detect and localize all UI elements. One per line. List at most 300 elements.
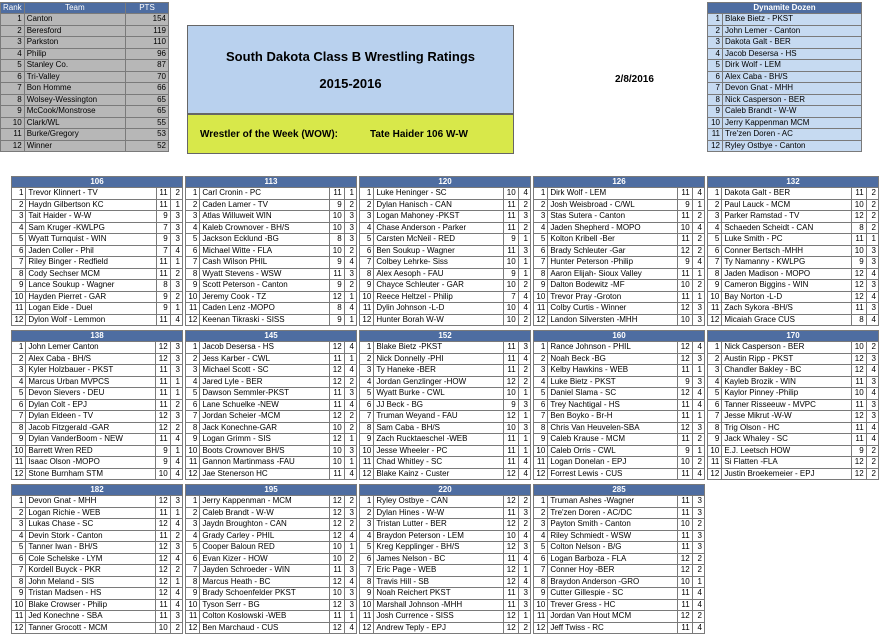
wrestler-grade: 11 — [678, 496, 692, 508]
wrestler-grade: 11 — [678, 599, 692, 611]
wrestler-name: Austin Ripp - PKST — [722, 353, 852, 365]
wrestler-rank: 3 — [12, 365, 26, 377]
wrestler-grade: 11 — [678, 211, 692, 223]
wrestler-name: Trevor Pray -Groton — [548, 291, 678, 303]
wrestler-grade: 12 — [852, 411, 866, 423]
wrestler-row — [708, 342, 879, 354]
wrestler-name: Nick Casperson - BER — [722, 342, 852, 354]
wrestler-name: Jed Konechne - SBA — [26, 611, 156, 623]
wrestler-rank: 3 — [534, 365, 548, 377]
wrestler-name: Scott Peterson - Canton — [200, 280, 330, 292]
wrestler-rank: 2 — [12, 199, 26, 211]
wrestler-row — [12, 411, 183, 423]
wrestler-region: 3 — [170, 411, 182, 423]
wrestler-rank: 2 — [534, 507, 548, 519]
wrestler-rank: 1 — [708, 188, 722, 200]
wrestler-region: 2 — [170, 291, 182, 303]
dozen-rank: 3 — [708, 37, 723, 49]
wrestler-row — [186, 222, 357, 234]
team-rankings-table — [0, 2, 169, 152]
wrestler-grade: 12 — [678, 388, 692, 400]
wrestler-grade: 10 — [156, 622, 170, 634]
wrestler-name: Colby Curtis - Winner — [548, 303, 678, 315]
weight-class-106-table — [11, 176, 183, 326]
wrestler-name: Brady Schoenfelder PKST — [200, 588, 330, 600]
wrestler-row — [360, 211, 531, 223]
wrestler-region: 2 — [344, 553, 356, 565]
wrestler-rank: 4 — [12, 376, 26, 388]
wrestler-region: 4 — [170, 588, 182, 600]
wrestler-grade: 12 — [852, 353, 866, 365]
wrestler-grade: 11 — [156, 257, 170, 269]
wrestler-grade: 12 — [852, 280, 866, 292]
weight-class-220-table — [359, 484, 531, 634]
wrestler-grade: 9 — [852, 445, 866, 457]
wrestler-grade: 12 — [156, 353, 170, 365]
wrestler-rank: 6 — [708, 399, 722, 411]
wrestler-rank: 8 — [12, 576, 26, 588]
wrestler-row — [186, 507, 357, 519]
wrestler-rank: 2 — [12, 353, 26, 365]
wrestler-name: Dylan Eldeen - TV — [26, 411, 156, 423]
wrestler-name: Logan Grimm - SIS — [200, 434, 330, 446]
wrestler-grade: 12 — [504, 376, 518, 388]
wrestler-name: Kelby Hawkins - WEB — [548, 365, 678, 377]
wrestler-name: Josh Currence - SISS — [374, 611, 504, 623]
wrestler-name: Gannon Martinmass -FAU — [200, 457, 330, 469]
wrestler-region: 3 — [344, 565, 356, 577]
ratings-date: 2/8/2016 — [615, 74, 654, 85]
team-row — [1, 129, 169, 141]
wrestler-region: 1 — [344, 611, 356, 623]
team-row — [1, 14, 169, 26]
wrestler-row — [708, 314, 879, 326]
wrestler-grade: 7 — [504, 291, 518, 303]
wrestler-region: 1 — [170, 576, 182, 588]
wrestler-name: Marcus Heath - BC — [200, 576, 330, 588]
wrestler-grade: 10 — [330, 553, 344, 565]
wrestler-rank: 9 — [12, 588, 26, 600]
weight-class-header: 145 — [186, 331, 357, 342]
wrestler-name: Logan Mahoney -PKST — [374, 211, 504, 223]
wrestler-region: 4 — [692, 622, 704, 634]
wrestler-rank: 2 — [534, 199, 548, 211]
wrestler-grade: 11 — [852, 234, 866, 246]
wrestler-grade: 11 — [504, 353, 518, 365]
wrestler-region: 4 — [170, 468, 182, 480]
wrestler-row — [708, 199, 879, 211]
wrestler-grade: 12 — [330, 376, 344, 388]
wrestler-row — [534, 303, 705, 315]
wrestler-region: 4 — [866, 291, 878, 303]
wrestler-region: 4 — [518, 553, 530, 565]
wrestler-name: Devon Gnat - MHH — [26, 496, 156, 508]
wrestler-grade: 12 — [330, 434, 344, 446]
wrestler-grade: 11 — [156, 388, 170, 400]
wrestler-rank: 10 — [12, 445, 26, 457]
wrestler-rank: 6 — [360, 245, 374, 257]
wrestler-row — [12, 291, 183, 303]
wrestler-name: Ryley Ostbye - CAN — [374, 496, 504, 508]
wrestler-row — [360, 291, 531, 303]
wrestler-region: 1 — [866, 234, 878, 246]
wrestler-rank: 7 — [360, 257, 374, 269]
wrestler-name: Atlas Willuweit WIN — [200, 211, 330, 223]
wrestler-region: 4 — [518, 576, 530, 588]
wrestler-row — [186, 268, 357, 280]
wrestler-name: Dylan VanderBoom - NEW — [26, 434, 156, 446]
wrestler-rank: 3 — [534, 519, 548, 531]
weight-class-header: 152 — [360, 331, 531, 342]
wrestler-region: 4 — [518, 468, 530, 480]
wrestler-name: Travis Hill - SB — [374, 576, 504, 588]
team-name: Parkston — [24, 37, 125, 49]
wrestler-row — [360, 280, 531, 292]
wrestler-name: Caleb Brandt - W-W — [200, 507, 330, 519]
weight-class-113-table — [185, 176, 357, 326]
wrestler-row — [360, 388, 531, 400]
wrestler-region: 3 — [692, 303, 704, 315]
wrestler-rank: 10 — [534, 445, 548, 457]
wrestler-row — [708, 411, 879, 423]
dozen-rank: 6 — [708, 71, 723, 83]
wrestler-rank: 8 — [708, 268, 722, 280]
wrestler-region: 1 — [170, 445, 182, 457]
wrestler-rank: 1 — [360, 342, 374, 354]
wrestler-region: 4 — [692, 257, 704, 269]
wrestler-rank: 11 — [534, 303, 548, 315]
wrestler-name: Trig Olson - HC — [722, 422, 852, 434]
wrestler-rank: 10 — [360, 599, 374, 611]
team-row — [1, 83, 169, 95]
wrestler-name: Jack Whaley - SC — [722, 434, 852, 446]
wrestler-region: 1 — [344, 434, 356, 446]
wrestler-name: Kayleb Brozik - WIN — [722, 376, 852, 388]
wrestler-rank: 6 — [186, 553, 200, 565]
wrestler-rank: 7 — [360, 565, 374, 577]
wrestler-name: Dirk Wolf - LEM — [548, 188, 678, 200]
wrestler-row — [186, 576, 357, 588]
dozen-row — [708, 14, 862, 26]
wrestler-name: Lance Soukup - Wagner — [26, 280, 157, 292]
wrestler-row — [186, 519, 357, 531]
wrestler-row — [534, 588, 705, 600]
wrestler-name: Jack Konechne-GAR — [200, 422, 330, 434]
wrestler-region: 1 — [518, 434, 530, 446]
wrestler-rank: 2 — [186, 353, 200, 365]
wrestler-region: 2 — [692, 211, 704, 223]
wrestler-row — [360, 457, 531, 469]
wrestler-grade: 11 — [156, 507, 170, 519]
wrestler-row — [186, 388, 357, 400]
wrestler-rank: 4 — [186, 530, 200, 542]
wrestler-row — [186, 542, 357, 554]
team-row — [1, 25, 169, 37]
wrestler-rank: 11 — [186, 457, 200, 469]
wrestler-row — [12, 303, 183, 315]
wrestler-grade: 12 — [504, 622, 518, 634]
wrestler-rank: 8 — [534, 268, 548, 280]
wrestler-grade: 11 — [156, 399, 170, 411]
wrestler-grade: 10 — [504, 257, 518, 269]
wrestler-name: Dalton Bodewitz -MF — [548, 280, 678, 292]
wrestler-name: Ben Boyko - Br-H — [548, 411, 678, 423]
wrestler-rank: 5 — [360, 542, 374, 554]
wrestler-row — [708, 422, 879, 434]
wrestler-rank: 7 — [708, 411, 722, 423]
weight-class-header: 195 — [186, 485, 357, 496]
wrestler-row — [534, 257, 705, 269]
wrestler-region: 3 — [344, 388, 356, 400]
wrestler-name: Paul Lauck - MCM — [722, 199, 852, 211]
wrestler-rank: 7 — [534, 565, 548, 577]
wrestler-grade: 11 — [156, 365, 170, 377]
wrestler-grade: 9 — [330, 199, 344, 211]
dozen-row — [708, 117, 862, 129]
wrestler-region: 2 — [344, 199, 356, 211]
wrestler-grade: 12 — [156, 496, 170, 508]
wrestler-rank: 3 — [360, 211, 374, 223]
wrestler-name: Jae Stenerson HC — [200, 468, 330, 480]
wrestler-grade: 12 — [852, 291, 866, 303]
dozen-rank: 1 — [708, 14, 723, 26]
wrestler-region: 3 — [344, 445, 356, 457]
team-name: Philip — [24, 48, 125, 60]
wrestler-name: Kolton Kribell -Ber — [548, 234, 678, 246]
wrestler-row — [360, 303, 531, 315]
wrestler-grade: 9 — [156, 291, 170, 303]
wrestler-row — [534, 576, 705, 588]
wrestler-name: Devin Stork - Canton — [26, 530, 156, 542]
wrestler-row — [534, 411, 705, 423]
wrestler-grade: 10 — [678, 519, 692, 531]
wrestler-name: Stas Sutera - Canton — [548, 211, 678, 223]
wrestler-name: Jacob Desersa - HS — [200, 342, 330, 354]
wrestler-name: Jaydn Broughton - CAN — [200, 519, 330, 531]
weight-class-195-table — [185, 484, 357, 634]
team-points: 53 — [126, 129, 169, 141]
wrestler-name: Tre'zen Doren - AC/DC — [548, 507, 678, 519]
wrestler-name: Sam Caba - BH/S — [374, 422, 504, 434]
wrestler-rank: 6 — [360, 399, 374, 411]
wrestler-name: Luke Smith - PC — [722, 234, 852, 246]
wrestler-region: 1 — [518, 445, 530, 457]
wrestler-name: Kaleb Crownover - BH/S — [200, 222, 330, 234]
wrestler-row — [186, 234, 357, 246]
wrestler-grade: 9 — [330, 257, 344, 269]
wrestler-grade: 11 — [504, 342, 518, 354]
wrestler-region: 3 — [692, 530, 704, 542]
wrestler-region: 3 — [692, 314, 704, 326]
wrestler-name: Hayden Pierret - GAR — [26, 291, 157, 303]
wrestler-name: Logan Richie - WEB — [26, 507, 156, 519]
wrestler-row — [360, 222, 531, 234]
wrestler-name: Wyatt Burke - CWL — [374, 388, 504, 400]
wrestler-row — [186, 457, 357, 469]
wrestler-region: 4 — [344, 303, 356, 315]
wrestler-rank: 11 — [360, 303, 374, 315]
wrestler-rank: 12 — [534, 622, 548, 634]
wrestler-row — [534, 268, 705, 280]
wrestler-name: Dylon Wolf - Lemmon — [26, 314, 157, 326]
weight-class-header: 106 — [12, 177, 183, 188]
wrestler-region: 3 — [866, 411, 878, 423]
wrestler-name: Ben Soukup - Wagner — [374, 245, 504, 257]
wrestler-name: Tanner Iwan - BH/S — [26, 542, 156, 554]
wrestler-grade: 11 — [678, 188, 692, 200]
wrestler-name: Colbey Lehrke- Siss — [374, 257, 504, 269]
wrestler-row — [360, 599, 531, 611]
wrestler-rank: 7 — [12, 565, 26, 577]
wrestler-rank: 3 — [12, 211, 26, 223]
wrestler-grade: 10 — [330, 422, 344, 434]
wrestler-region: 3 — [170, 222, 182, 234]
wrestler-region: 2 — [344, 411, 356, 423]
wrestler-grade: 8 — [330, 303, 344, 315]
team-name: Burke/Gregory — [24, 129, 125, 141]
wrestler-region: 4 — [866, 422, 878, 434]
wrestler-region: 2 — [692, 434, 704, 446]
dozen-wrestler: Alex Caba - BH/S — [723, 71, 862, 83]
team-points: 119 — [126, 25, 169, 37]
wrestler-name: Jaden Shepherd - MOPO — [548, 222, 678, 234]
wrestler-rank: 1 — [534, 188, 548, 200]
wrestler-region: 1 — [518, 565, 530, 577]
wrestler-rank: 12 — [360, 622, 374, 634]
wrestler-name: Zach Sykora -BH/S — [722, 303, 852, 315]
wrestler-rank: 7 — [186, 257, 200, 269]
wrestler-row — [186, 434, 357, 446]
wrestler-grade: 11 — [504, 199, 518, 211]
wrestler-rank: 8 — [534, 576, 548, 588]
wrestler-region: 3 — [170, 280, 182, 292]
wrestler-grade: 11 — [330, 188, 344, 200]
wrestler-name: Stone Burnham STM — [26, 468, 156, 480]
wrestler-rank: 4 — [534, 530, 548, 542]
wrestler-name: Caden Lenz -MOPO — [200, 303, 330, 315]
wrestler-region: 3 — [518, 542, 530, 554]
wrestler-grade: 12 — [678, 303, 692, 315]
wrestler-rank: 11 — [708, 303, 722, 315]
team-points: 65 — [126, 94, 169, 106]
wrestler-rank: 8 — [360, 422, 374, 434]
wrestler-region: 2 — [518, 496, 530, 508]
wrestler-name: E.J. Leetsch HOW — [722, 445, 852, 457]
wrestler-grade: 10 — [678, 576, 692, 588]
wrestler-region: 4 — [866, 388, 878, 400]
wrestler-name: Schaeden Scheidt - CAN — [722, 222, 852, 234]
wrestler-name: Tristan Madsen - HS — [26, 588, 156, 600]
wrestler-grade: 11 — [330, 388, 344, 400]
wrestler-row — [12, 553, 183, 565]
wrestler-region: 2 — [866, 188, 878, 200]
wrestler-row — [12, 199, 183, 211]
team-name: Stanley Co. — [24, 60, 125, 72]
wrestler-name: Jesse Mikrut -W-W — [722, 411, 852, 423]
wrestler-row — [12, 280, 183, 292]
wrestler-grade: 12 — [852, 211, 866, 223]
team-points: 70 — [126, 71, 169, 83]
wrestler-rank: 2 — [12, 507, 26, 519]
wrestler-row — [360, 365, 531, 377]
wrestler-grade: 9 — [852, 257, 866, 269]
wrestler-row — [360, 257, 531, 269]
team-rank: 2 — [1, 25, 25, 37]
wrestler-row — [708, 388, 879, 400]
wrestler-row — [360, 342, 531, 354]
dozen-row — [708, 25, 862, 37]
wrestler-region: 3 — [170, 234, 182, 246]
wrestler-region: 2 — [170, 622, 182, 634]
wrestler-name: Evan Kizer - HOW — [200, 553, 330, 565]
wrestler-name: Dylan Hanisch - CAN — [374, 199, 504, 211]
team-points: 96 — [126, 48, 169, 60]
wrestler-rank: 4 — [708, 222, 722, 234]
wrestler-grade: 8 — [330, 234, 344, 246]
wrestler-grade: 9 — [678, 445, 692, 457]
wrestler-grade: 12 — [852, 468, 866, 480]
wrestler-rank: 7 — [360, 411, 374, 423]
wrestler-rank: 4 — [360, 222, 374, 234]
wrestler-grade: 10 — [330, 457, 344, 469]
wrestler-region: 4 — [170, 457, 182, 469]
wrestler-name: Tyson Serr - BG — [200, 599, 330, 611]
team-points: 87 — [126, 60, 169, 72]
weight-class-header: 285 — [534, 485, 705, 496]
wrestler-row — [360, 234, 531, 246]
wrestler-name: Carl Cronin - PC — [200, 188, 330, 200]
wrestler-row — [186, 611, 357, 623]
wrestler-row — [360, 245, 531, 257]
wrestler-rank: 3 — [12, 519, 26, 531]
wrestler-region: 3 — [518, 245, 530, 257]
wrestler-grade: 12 — [504, 576, 518, 588]
wrestler-region: 3 — [692, 353, 704, 365]
wrestler-region: 4 — [692, 399, 704, 411]
wrestler-region: 1 — [344, 457, 356, 469]
wrestler-rank: 5 — [534, 234, 548, 246]
wrestler-region: 2 — [344, 376, 356, 388]
wrestler-rank: 1 — [12, 342, 26, 354]
wrestler-rank: 12 — [708, 468, 722, 480]
wrestler-row — [360, 268, 531, 280]
weight-class-header: 220 — [360, 485, 531, 496]
team-row — [1, 117, 169, 129]
wrestler-region: 4 — [170, 519, 182, 531]
wrestler-region: 1 — [170, 303, 182, 315]
wrestler-region: 2 — [170, 530, 182, 542]
wrestler-name: Sam Kruger -KWLPG — [26, 222, 157, 234]
wrestler-row — [534, 388, 705, 400]
wrestler-grade: 12 — [330, 507, 344, 519]
wrestler-row — [186, 257, 357, 269]
wrestler-region: 4 — [344, 530, 356, 542]
wrestler-name: Andrew Teply - EPJ — [374, 622, 504, 634]
wrestler-row — [12, 519, 183, 531]
wrestler-rank: 5 — [12, 542, 26, 554]
wrestler-name: Cooper Baloun RED — [200, 542, 330, 554]
wrestler-grade: 11 — [504, 507, 518, 519]
wrestler-row — [12, 622, 183, 634]
wrestler-row — [360, 199, 531, 211]
dozen-rank: 4 — [708, 48, 723, 60]
wrestler-rank: 11 — [186, 303, 200, 315]
wrestler-rank: 3 — [708, 365, 722, 377]
wrestler-name: Trey Nachtigal - HS — [548, 399, 678, 411]
wrestler-region: 1 — [344, 353, 356, 365]
wrestler-row — [534, 457, 705, 469]
wrestler-name: Hunter Peterson -Philip — [548, 257, 678, 269]
